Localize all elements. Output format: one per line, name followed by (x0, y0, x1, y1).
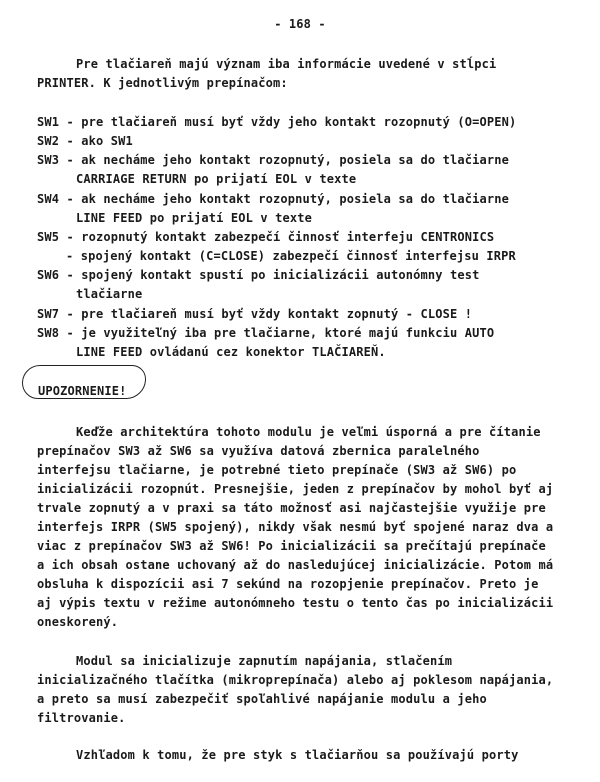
switch-item-sw3-continuation: CARRIAGE RETURN po prijatí EOL v texte (76, 172, 357, 186)
paragraph-line: aj výpis textu v režime autonómneho testu o tento čas po inicializácii (37, 596, 554, 610)
paragraph-line: filtrovanie. (37, 711, 126, 725)
switch-item-sw4: SW4 - ak necháme jeho kontakt rozopnutý, posiela sa do tlačiarne (37, 192, 509, 206)
page-number: - 168 - (274, 17, 326, 31)
intro-line: Pre tlačiareň majú význam iba informácie uvedené v stĺpci (76, 57, 497, 71)
paragraph-line: interfejs IRPR (SW5 spojený), nikdy však nesmú byť spojené naraz dva a (37, 520, 554, 534)
paragraph-line: Vzhľadom k tomu, že pre styk s tlačiarňou sa používajú porty (76, 748, 519, 762)
switch-item-sw5-alternate: - spojený kontakt (C=CLOSE) zabezpečí činnosť interfejsu IRPR (66, 249, 516, 263)
switch-item-sw7: SW7 - pre tlačiareň musí byť vždy kontakt zopnutý - CLOSE ! (37, 307, 473, 321)
paragraph-line: prepínačov SW3 až SW6 sa využíva datová zbernica paralelného (37, 444, 480, 458)
paragraph-line: Modul sa inicializuje zapnutím napájania, stlačením (76, 654, 453, 668)
paragraph-line: trvale zopnutý a v praxi sa táto možnosť asi najčastejšie využije pre (37, 501, 546, 515)
switch-item-sw2: SW2 - ako SW1 (37, 134, 133, 148)
paragraph-line: obsluha k dispozícii asi 7 sekúnd na rozopjenie prepínačov. Preto je (37, 577, 539, 591)
switch-item-sw4-continuation: LINE FEED po prijatí EOL v texte (76, 211, 312, 225)
paragraph-line: inicializácii rozopnút. Presnejšie, jeden z prepínačov by mohol byť aj (37, 482, 554, 496)
paragraph-line: oneskorený. (37, 615, 119, 629)
switch-item-sw5: SW5 - rozopnutý kontakt zabezpečí činnosť interfeju CENTRONICS (37, 230, 495, 244)
notice-label: UPOZORNENIE! (38, 384, 127, 398)
intro-line: PRINTER. K jednotlivým prepínačom: (37, 76, 288, 90)
paragraph-line: inicializačného tlačítka (mikroprepínača) alebo aj poklesom napájania, (37, 673, 554, 687)
switch-item-sw6-continuation: tlačiarne (76, 287, 143, 301)
paragraph-line: Keďže architektúra tohoto modulu je veľmi úsporná a pre čítanie (76, 425, 541, 439)
switch-item-sw8: SW8 - je využiteľný iba pre tlačiarne, ktoré majú funkciu AUTO (37, 326, 495, 340)
switch-item-sw6: SW6 - spojený kontakt spustí po inicializácii autonómny test (37, 268, 480, 282)
switch-item-sw8-continuation: LINE FEED ovládanú cez konektor TLAČIAREŇ. (76, 345, 386, 359)
paragraph-line: interfejsu tlačiarne, je potrebné tieto prepínače (SW3 až SW6) po (37, 463, 517, 477)
switch-item-sw3: SW3 - ak necháme jeho kontakt rozopnutý, posiela sa do tlačiarne (37, 153, 509, 167)
paragraph-line: a preto sa musí zabezpečiť spoľahlivé napájanie modulu a jeho (37, 692, 487, 706)
paragraph-line: a ich obsah ostane uchovaný až do nasledujúcej inicializácie. Potom má (37, 558, 554, 572)
switch-item-sw1: SW1 - pre tlačiareň musí byť vždy jeho kontakt rozopnutý (O=OPEN) (37, 115, 517, 129)
paragraph-line: viac z prepínačov SW3 až SW6! Po inicializácii sa prečítajú prepínače (37, 539, 546, 553)
